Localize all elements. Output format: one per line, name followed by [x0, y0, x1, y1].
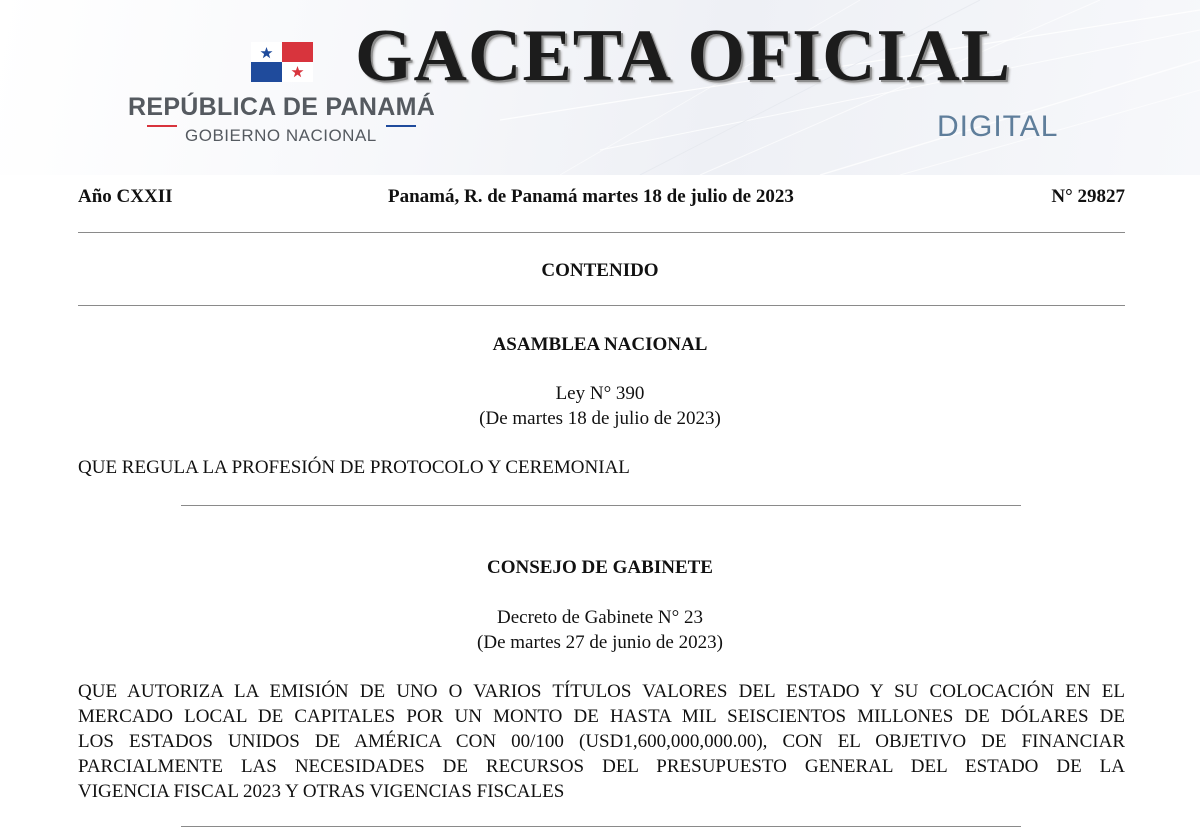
issue-year: Año CXXII	[78, 186, 173, 207]
government-red-dash	[147, 125, 177, 127]
section-title-line: LOS ESTADOS UNIDOS DE AMÉRICA CON 00/100 (USD1,600,000,000.00), CON EL OBJETIVO DE FINANCIAR	[78, 731, 1125, 752]
government-label: GOBIERNO NACIONAL	[185, 126, 377, 145]
contents-heading: CONTENIDO	[541, 260, 659, 281]
masthead-title: GACETA OFICIAL	[355, 15, 1012, 97]
section-institution: ASAMBLEA NACIONAL	[492, 334, 708, 355]
divider	[78, 305, 1125, 306]
section-date: (De martes 18 de julio de 2023)	[479, 408, 721, 429]
section-date: (De martes 27 de junio de 2023)	[477, 632, 723, 653]
masthead-banner	[0, 0, 1200, 175]
divider	[78, 232, 1125, 233]
section-title: QUE REGULA LA PROFESIÓN DE PROTOCOLO Y CEREMONIAL	[78, 457, 630, 478]
panama-flag-icon	[251, 42, 313, 82]
section-divider	[181, 505, 1021, 506]
section-document: Decreto de Gabinete N° 23	[497, 607, 703, 628]
government-blue-dash	[386, 125, 416, 127]
issue-number: N° 29827	[1051, 186, 1125, 207]
republic-label: REPÚBLICA DE PANAMÁ	[128, 93, 436, 121]
section-title-line: VIGENCIA FISCAL 2023 Y OTRAS VIGENCIAS FISCALES	[78, 781, 565, 802]
issue-date: Panamá, R. de Panamá martes 18 de julio de 2023	[388, 186, 794, 207]
section-document: Ley N° 390	[555, 383, 645, 404]
section-title-line: QUE AUTORIZA LA EMISIÓN DE UNO O VARIOS TÍTULOS VALORES DEL ESTADO Y SU COLOCACIÓN EN EL	[78, 681, 1125, 702]
section-title-line: MERCADO LOCAL DE CAPITALES POR UN MONTO DE HASTA MIL SEISCIENTOS MILLONES DE DÓLARES DE	[78, 706, 1125, 727]
section-title-line: PARCIALMENTE LAS NECESIDADES DE RECURSOS DEL PRESUPUESTO GENERAL DEL ESTADO DE LA	[78, 756, 1125, 777]
section-divider	[181, 826, 1021, 827]
section-institution: CONSEJO DE GABINETE	[487, 557, 713, 578]
digital-edition-label: DIGITAL	[937, 110, 1059, 143]
